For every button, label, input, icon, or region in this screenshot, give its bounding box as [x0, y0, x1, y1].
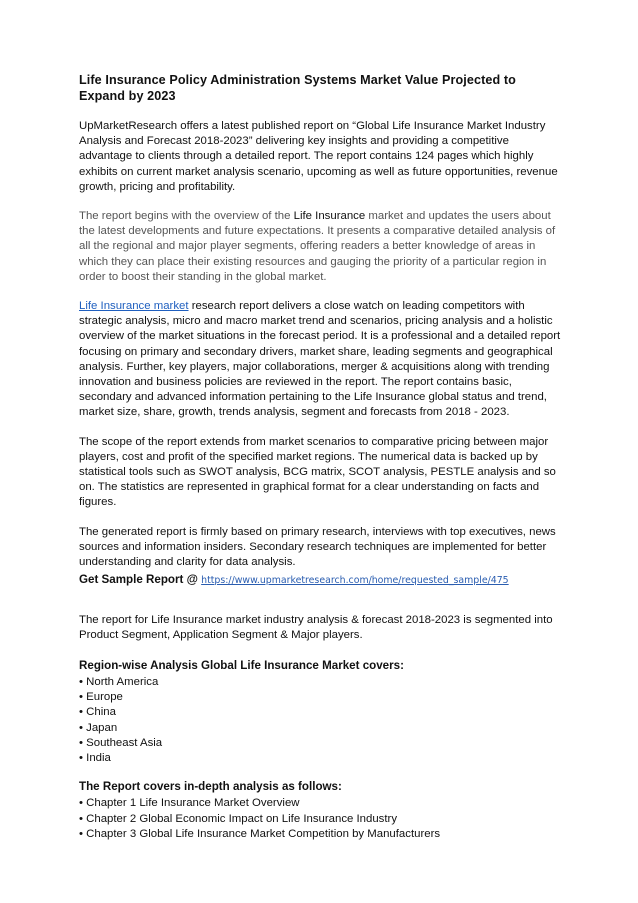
- region-heading: Region-wise Analysis Global Life Insurance Market covers:: [79, 658, 404, 672]
- generated-paragraph: The generated report is firmly based on primary research, interviews with top executives, news sources and information insiders. Secondary research techniques are implemented for better understanding and clarity for data analysis.: [79, 525, 556, 569]
- list-item: • Chapter 1 Life Insurance Market Overview: [79, 797, 300, 810]
- chapters-heading: The Report covers in-depth analysis as follows:: [79, 780, 342, 794]
- sample-report-label: Get Sample Report @: [79, 573, 202, 587]
- region-list: [79, 675, 561, 767]
- market-link[interactable]: Life Insurance market: [79, 300, 189, 313]
- document-page: [79, 72, 561, 842]
- list-item: • India: [79, 752, 111, 765]
- list-item: • Japan: [79, 721, 118, 734]
- overview-highlight: Life Insurance: [293, 210, 366, 223]
- sample-report-line: [79, 572, 561, 589]
- list-item: • North America: [79, 675, 159, 688]
- market-paragraph: [79, 299, 561, 421]
- segmented-paragraph: The report for Life Insurance market industry analysis & forecast 2018-2023 is segmented into Product Segment, Application Segment & Major players.: [79, 614, 553, 642]
- chapters-list: [79, 796, 561, 842]
- sample-report-link[interactable]: https://www.upmarketresearch.com/home/requested_sample/475: [201, 575, 509, 587]
- list-item: • Southeast Asia: [79, 736, 163, 749]
- overview-text-after: market and updates the users about the latest developments and future expectations. It presents a comparative detailed analysis of all the regional and major player segments, offering readers a better knowledge of areas in which they can place their existing resources and gauging the priority of a particular region in order to boost their standing in the global market.: [79, 210, 556, 283]
- list-item: • Chapter 3 Global Life Insurance Market Competition by Manufacturers: [79, 828, 441, 841]
- list-item: • Chapter 2 Global Economic Impact on Life Insurance Industry: [79, 812, 398, 825]
- intro-paragraph: UpMarketResearch offers a latest published report on “Global Life Insurance Market Industry Analysis and Forecast 2018-2023” delivering key insights and providing a competitive advantage to clients through a detailed report. The report contains 124 pages which highly exhibits on current market analysis scenario, upcoming as well as future opportunities, revenue growth, pricing and profitability.: [79, 120, 558, 193]
- document-title: Life Insurance Policy Administration Systems Market Value Projected to Expand by 2023: [79, 73, 516, 103]
- overview-paragraph: [79, 209, 561, 285]
- market-paragraph-text: research report delivers a close watch on leading competitors with strategic analysis, micro and macro market trend and scenarios, pricing analysis and a holistic overview of the market situations in the forecast period. It is a professional and a detailed report focusing on primary and secondary drivers, market share, leading segments and geographical analysis. Further, key players, major collaborations, merger & acquisitions along with trending innovation and business policies are reviewed in the report. The report contains basic, secondary and advanced information pertaining to the Life Insurance global status and trend, market size, share, growth, trends analysis, segment and forecasts from 2018 - 2023.: [79, 300, 561, 419]
- overview-text-before: The report begins with the overview of the: [79, 210, 294, 223]
- list-item: • China: [79, 706, 116, 719]
- scope-paragraph: The scope of the report extends from market scenarios to comparative pricing between major players, cost and profit of the specified market regions. The numerical data is backed up by statistical tools such as SWOT analysis, BCG matrix, SCOT analysis, PESTLE analysis and so on. The statistics are represented in graphical format for a clear understanding on facts and figures.: [79, 435, 556, 509]
- list-item: • Europe: [79, 690, 123, 703]
